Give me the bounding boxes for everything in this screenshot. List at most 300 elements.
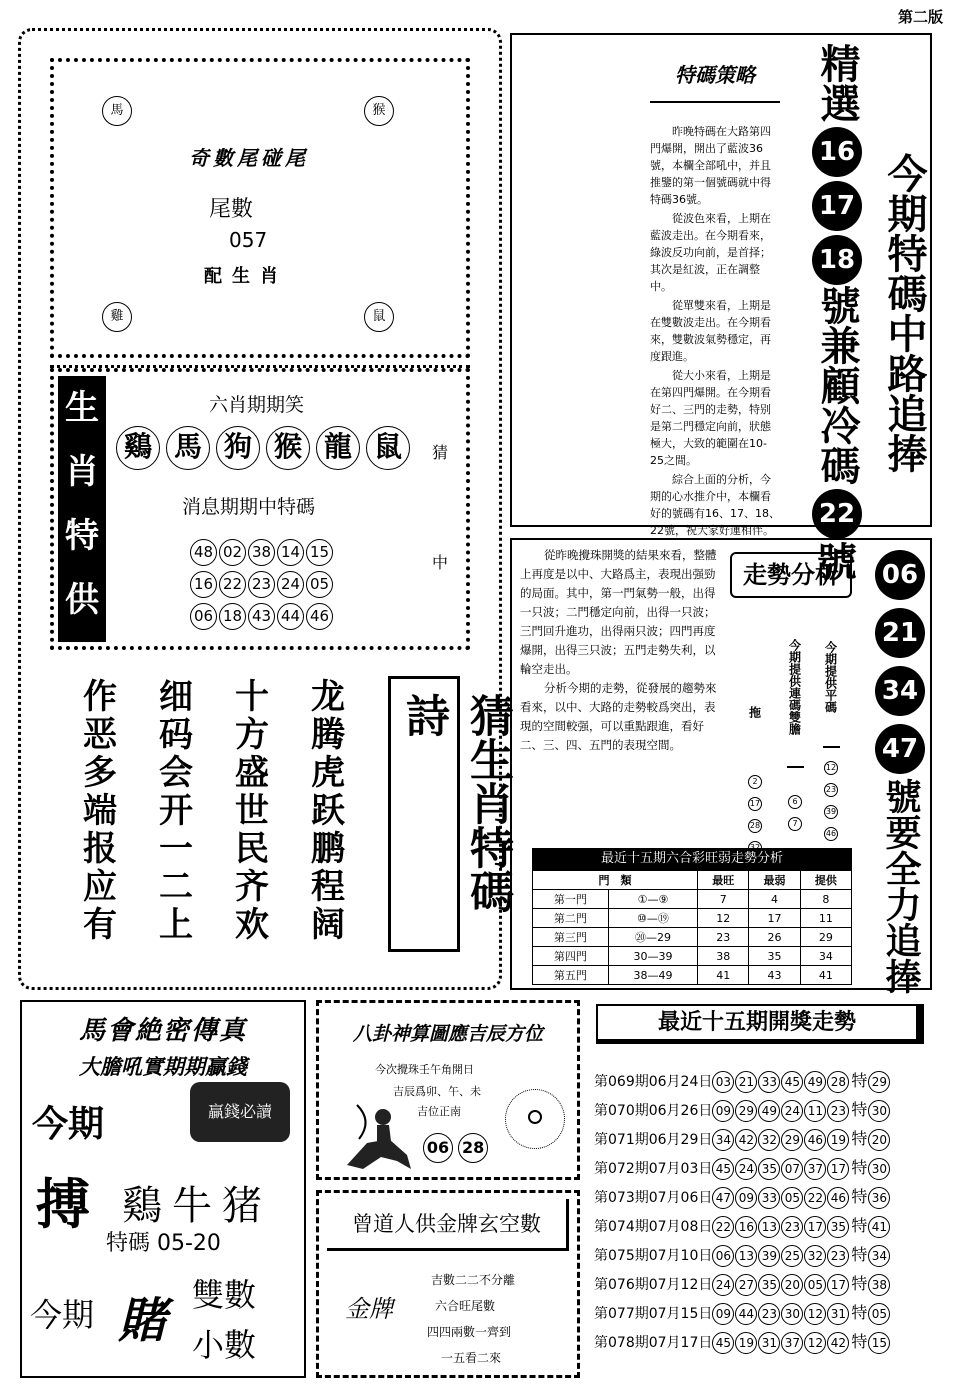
history-num: 42	[827, 1332, 849, 1354]
tail-footer: 配生肖	[204, 266, 288, 287]
picks-label: 號	[817, 540, 857, 586]
horse-fax-panel	[20, 1000, 306, 1378]
number-circle: 16	[190, 571, 217, 598]
corner-rat: 鼠	[364, 302, 394, 332]
td: 38—49	[608, 966, 697, 985]
history-date: 第076期07月12日	[594, 1277, 713, 1293]
history-num: 16	[735, 1216, 757, 1238]
history-num: 25	[781, 1245, 803, 1267]
history-num: 23	[758, 1303, 780, 1325]
side-char: 肖	[65, 452, 99, 492]
poem-char: 细	[159, 677, 193, 717]
history-num: 19	[827, 1129, 849, 1151]
th: 最旺	[698, 871, 749, 890]
poem-char: 会	[159, 753, 193, 793]
corner-monkey: 猴	[364, 96, 394, 126]
poem-char: 一	[159, 829, 193, 869]
poem-char: 恶	[83, 715, 117, 755]
th: 最弱	[749, 871, 800, 890]
strategy-paragraph: 從波色來看，上期在藍波走出。在今期看來，綠波反功向前，是首择；其次是紅波，正在調整中。	[650, 212, 771, 293]
table-row	[533, 966, 852, 985]
history-num: 33	[758, 1071, 780, 1093]
history-te: 特	[851, 1129, 868, 1148]
fax-bo-char: 搏	[36, 1172, 90, 1236]
history-row	[594, 1153, 932, 1182]
zodiac-heading: 六肖期期笑	[209, 394, 305, 416]
poem-char: 龙	[311, 677, 345, 717]
fax-special: 特碼 05-20	[106, 1231, 221, 1256]
strategy-picks-column	[812, 43, 862, 587]
history-num: 29	[735, 1100, 757, 1122]
ping-num: 46	[824, 827, 838, 841]
history-rows	[594, 1066, 932, 1356]
side-char: 供	[65, 580, 99, 620]
history-num: 31	[758, 1332, 780, 1354]
number-circle: 14	[277, 539, 304, 566]
history-special: 38	[868, 1274, 890, 1296]
tuo-num: 17	[748, 797, 762, 811]
history-special: 30	[868, 1158, 890, 1180]
zodiac-animals	[116, 426, 410, 470]
corner-horse: 馬	[102, 96, 132, 126]
history-title: 最近十五期開獎走勢	[657, 1010, 856, 1035]
history-date: 第075期07月10日	[594, 1248, 713, 1264]
archer-icon	[337, 1095, 419, 1175]
bagua-panel	[316, 1000, 580, 1180]
history-num: 09	[735, 1187, 757, 1209]
trend-col-lian	[784, 608, 806, 832]
poem-char: 十	[235, 677, 269, 717]
td: ⑩—⑲	[608, 909, 697, 928]
strategy-article	[650, 123, 780, 539]
number-circle: 38	[248, 539, 275, 566]
td: 7	[698, 890, 749, 909]
tuo-num: 28	[748, 819, 762, 833]
gold-lines	[427, 1267, 515, 1371]
bagua-num: 28	[458, 1133, 488, 1163]
gold-panel	[316, 1190, 580, 1378]
history-date: 第078期07月17日	[594, 1335, 713, 1351]
number-circle: 48	[190, 539, 217, 566]
poem-char: 开	[159, 791, 193, 831]
zodiac-number-grid	[190, 536, 335, 632]
strategy-logo-text: 特碼策略	[675, 63, 755, 87]
history-num: 49	[758, 1100, 780, 1122]
history-row	[594, 1066, 932, 1095]
fax-bet1: 雙數	[192, 1276, 257, 1314]
strategy-paragraph: 綜合上面的分析，今期的心水推介中，本欄看好的號碼有16、17、18、22號，祝大家好運相伴。	[650, 473, 780, 537]
animal-circle: 龍	[316, 426, 360, 470]
ping-list	[820, 754, 842, 842]
history-date: 第074期07月08日	[594, 1219, 713, 1235]
history-num: 22	[712, 1216, 734, 1238]
history-num: 35	[758, 1274, 780, 1296]
history-num: 45	[781, 1071, 803, 1093]
history-te: 特	[851, 1216, 868, 1235]
history-num: 35	[758, 1158, 780, 1180]
table-row	[533, 928, 852, 947]
side-pick-circle: 06	[875, 550, 925, 600]
number-circle: 46	[306, 603, 333, 630]
history-special: 41	[868, 1216, 890, 1238]
poem-char: 报	[83, 829, 117, 869]
history-num: 34	[712, 1129, 734, 1151]
history-title-box	[596, 1004, 924, 1044]
history-date: 第077期07月15日	[594, 1306, 713, 1322]
history-num: 49	[804, 1071, 826, 1093]
corner-rooster: 雞	[102, 302, 132, 332]
bagua-line1: 今次攪珠壬午角開日	[375, 1063, 474, 1076]
td: 41	[800, 966, 851, 985]
poem-col	[232, 678, 272, 944]
history-row	[594, 1269, 932, 1298]
poem-char: 作	[83, 677, 117, 717]
number-row	[190, 536, 335, 568]
bagua-line3: 吉位正南	[417, 1105, 461, 1118]
td: 41	[698, 966, 749, 985]
td: ①—⑨	[608, 890, 697, 909]
cold-pick-circle: 22	[812, 489, 862, 539]
history-num: 33	[758, 1187, 780, 1209]
poem-char: 鹏	[311, 829, 345, 869]
history-num: 27	[735, 1274, 757, 1296]
history-num: 07	[781, 1158, 803, 1180]
archer-figure	[337, 1095, 419, 1175]
history-num: 11	[804, 1100, 826, 1122]
history-special: 34	[868, 1245, 890, 1267]
lian-list	[784, 788, 806, 832]
poem-char: 民	[235, 829, 269, 869]
history-num: 42	[735, 1129, 757, 1151]
edition-label: 第二版	[897, 8, 943, 26]
gold-line: 六合旺尾數	[435, 1299, 496, 1313]
fax-line2: 大膽吼實期期贏錢	[79, 1055, 247, 1079]
history-num: 23	[781, 1216, 803, 1238]
history-num: 39	[758, 1245, 780, 1267]
trend-side-picks	[872, 550, 928, 994]
number-circle: 06	[190, 603, 217, 630]
td: ⑳—29	[608, 928, 697, 947]
td: 38	[698, 947, 749, 966]
gold-line: 吉數二二不分離	[431, 1273, 516, 1287]
tuo-label: 拖	[747, 706, 762, 718]
history-num: 29	[781, 1129, 803, 1151]
history-row	[594, 1327, 932, 1356]
td: 4	[749, 890, 800, 909]
animal-circle: 鷄	[116, 426, 160, 470]
history-num: 32	[758, 1129, 780, 1151]
poem-char: 码	[159, 715, 193, 755]
poem-char: 阔	[311, 905, 345, 945]
animal-circle: 馬	[166, 426, 210, 470]
history-date: 第073期07月06日	[594, 1190, 713, 1206]
history-num: 17	[804, 1216, 826, 1238]
picks-label: 號兼顧冷碼	[814, 285, 860, 485]
history-special: 05	[868, 1303, 890, 1325]
trend-table	[532, 870, 852, 985]
history-row	[594, 1298, 932, 1327]
number-circle: 23	[248, 571, 275, 598]
number-circle: 02	[219, 539, 246, 566]
th: 門 類	[533, 871, 698, 890]
history-date: 第071期06月29日	[594, 1132, 713, 1148]
poem-char: 上	[159, 905, 193, 945]
history-num: 17	[827, 1158, 849, 1180]
number-circle: 43	[248, 603, 275, 630]
history-num: 32	[804, 1245, 826, 1267]
strategy-paragraph: 從單雙來看，上期是在雙數波走出。在今期看來，雙數波氣勢穩定，再度跟進。	[650, 299, 771, 363]
number-row	[190, 568, 335, 600]
history-special: 30	[868, 1100, 890, 1122]
history-num: 23	[827, 1245, 849, 1267]
trend-table-wrap	[532, 848, 852, 985]
history-num: 23	[827, 1100, 849, 1122]
poem-char: 腾	[311, 715, 345, 755]
number-circle: 15	[306, 539, 333, 566]
tail-heading: 奇數尾碰尾	[189, 146, 309, 170]
td: 30—39	[608, 947, 697, 966]
history-num: 12	[804, 1303, 826, 1325]
compass-icon	[505, 1089, 565, 1149]
gold-title-box	[327, 1199, 569, 1251]
trend-logo-text: 走勢分析	[743, 561, 839, 589]
history-num: 37	[781, 1332, 803, 1354]
tail-number-box	[50, 58, 470, 358]
poem-char: 欢	[235, 905, 269, 945]
poem-char: 跃	[311, 791, 345, 831]
tail-number: 057	[229, 228, 268, 252]
td: 第四門	[533, 947, 609, 966]
pick-circle: 18	[812, 235, 862, 285]
history-date: 第072期07月03日	[594, 1161, 713, 1177]
table-row	[533, 947, 852, 966]
history-te: 特	[851, 1158, 868, 1177]
history-num: 30	[781, 1303, 803, 1325]
history-num: 20	[781, 1274, 803, 1296]
poem-char: 应	[83, 867, 117, 907]
picks-label: 精選	[814, 43, 860, 123]
poem-char: 程	[311, 867, 345, 907]
history-num: 21	[735, 1071, 757, 1093]
history-num: 46	[804, 1129, 826, 1151]
trend-paragraph: 從昨晚攪珠開獎的結果來看，整體上再度是以中、大路爲主，表現出强勁的局面。其中，第一門氣勢一般，出得一只波；二門穩定向前，出得一只波；三門回升進功，出得兩只波；四門再度爆開，出得三只波；五門走勢失利，以輪空走出。	[520, 548, 717, 676]
trend-panel	[510, 538, 932, 994]
td: 26	[749, 928, 800, 947]
history-num: 45	[712, 1332, 734, 1354]
poem-char: 多	[83, 753, 117, 793]
gold-line: 一五看二來	[441, 1351, 502, 1365]
zodiac-side-title	[58, 376, 106, 642]
trend-article	[520, 546, 720, 755]
number-circle: 24	[277, 571, 304, 598]
trend-logo	[730, 552, 852, 598]
side-mark-hit: 中	[432, 553, 449, 572]
animal-circle: 鼠	[366, 426, 410, 470]
poem-char: 盛	[235, 753, 269, 793]
td: 23	[698, 928, 749, 947]
history-te: 特	[851, 1100, 868, 1119]
side-pick-circle: 21	[875, 608, 925, 658]
history-special: 29	[868, 1071, 890, 1093]
history-row	[594, 1240, 932, 1269]
history-num: 12	[804, 1332, 826, 1354]
history-num: 13	[758, 1216, 780, 1238]
history-row	[594, 1124, 932, 1153]
gold-title: 曾道人供金牌玄空數	[352, 1212, 541, 1236]
history-num: 31	[827, 1303, 849, 1325]
td: 35	[749, 947, 800, 966]
history-te: 特	[851, 1332, 868, 1351]
history-te: 特	[851, 1187, 868, 1206]
strategy-side-title: 今期特碼中路追捧	[881, 153, 927, 473]
td: 第三門	[533, 928, 609, 947]
th: 提供	[800, 871, 851, 890]
td: 12	[698, 909, 749, 928]
td: 第五門	[533, 966, 609, 985]
pick-circle: 16	[812, 127, 862, 177]
history-date: 第070期06月26日	[594, 1103, 713, 1119]
poem-col	[80, 678, 120, 944]
history-te: 特	[851, 1303, 868, 1322]
fax-line1: 馬會絶密傳真	[78, 1016, 247, 1046]
trend-table-title: 最近十五期六合彩旺弱走勢分析	[532, 848, 852, 870]
poem-char: 世	[235, 791, 269, 831]
tail-label: 尾數	[209, 197, 254, 222]
bagua-line2: 吉辰爲卯、午、未	[393, 1085, 481, 1098]
strategy-logo	[650, 45, 780, 103]
fax-stamp	[190, 1082, 290, 1142]
history-num: 24	[735, 1158, 757, 1180]
td: 34	[800, 947, 851, 966]
history-panel	[592, 1004, 932, 1380]
td: 43	[749, 966, 800, 985]
ping-label: 今期提供平碼	[823, 608, 840, 748]
gold-line: 四四兩數一齊到	[427, 1325, 512, 1339]
poem-col	[308, 678, 348, 944]
poem-char: 有	[83, 905, 117, 945]
poem-title: 猜生肖特碼詩	[398, 693, 513, 913]
history-num: 28	[827, 1071, 849, 1093]
history-num: 09	[712, 1100, 734, 1122]
history-num: 19	[735, 1332, 757, 1354]
ping-num: 12	[824, 761, 838, 775]
history-special: 20	[868, 1129, 890, 1151]
fax-bet2: 小數	[192, 1326, 257, 1364]
history-te: 特	[851, 1245, 868, 1264]
history-te: 特	[851, 1071, 868, 1090]
td: 第一門	[533, 890, 609, 909]
history-num: 05	[781, 1187, 803, 1209]
history-num: 03	[712, 1071, 734, 1093]
poem-title-box	[388, 676, 513, 952]
table-header	[533, 871, 852, 890]
gold-signature: 金牌	[345, 1295, 393, 1323]
history-num: 05	[804, 1274, 826, 1296]
tuo-num: 2	[748, 775, 762, 789]
side-char: 生	[65, 388, 99, 428]
history-num: 46	[827, 1187, 849, 1209]
poem-col	[156, 678, 196, 944]
strategy-paragraph: 昨晚特碼在大路第四門爆開，開出了藍波36號，本欄全部吼中，并且推鑒的第一個號碼就中得特碼36號。	[650, 125, 771, 206]
history-te: 特	[851, 1274, 868, 1293]
fax-du-char: 賭	[118, 1293, 167, 1349]
history-num: 35	[827, 1216, 849, 1238]
ping-num: 39	[824, 805, 838, 819]
poem-char: 端	[83, 791, 117, 831]
fax-today1: 今期	[32, 1104, 105, 1145]
bagua-num: 06	[423, 1133, 453, 1163]
poem-char: 方	[235, 715, 269, 755]
ping-num: 23	[824, 783, 838, 797]
animal-circle: 狗	[216, 426, 260, 470]
history-num: 47	[712, 1187, 734, 1209]
history-num: 13	[735, 1245, 757, 1267]
side-pick-circle: 47	[875, 724, 925, 774]
table-row	[533, 909, 852, 928]
side-pick-circle: 34	[875, 666, 925, 716]
history-special: 15	[868, 1332, 890, 1354]
poem-char: 齐	[235, 867, 269, 907]
animal-circle: 猴	[266, 426, 310, 470]
lian-label: 今期提供連碼雙膽	[787, 608, 804, 768]
strategy-paragraph: 從大小來看，上期是在第四門爆開。在今期看好二、三門的走勢，特别是第二門穩定向前，狀態極大，大致的範圍在10-25之間。	[650, 369, 771, 467]
history-num: 44	[735, 1303, 757, 1325]
side-mark-guess: 猜	[432, 443, 449, 462]
history-date: 第069期06月24日	[594, 1074, 713, 1090]
history-num: 17	[827, 1274, 849, 1296]
trend-paragraph: 分析今期的走勢，從發展的趨勢來看來，以中、大路的走勢較爲突出，表現的空間較强，可以重點跟進，看好二、三、四、五門的表現空間。	[520, 681, 717, 752]
history-num: 09	[712, 1303, 734, 1325]
history-num: 24	[781, 1100, 803, 1122]
history-num: 22	[804, 1187, 826, 1209]
table-row	[533, 890, 852, 909]
number-circle: 22	[219, 571, 246, 598]
number-circle: 18	[219, 603, 246, 630]
lian-num: 7	[788, 817, 802, 831]
trend-col-ping	[820, 608, 842, 842]
bagua-nums	[423, 1133, 488, 1163]
td: 11	[800, 909, 851, 928]
pick-circle: 17	[812, 181, 862, 231]
td: 8	[800, 890, 851, 909]
history-row	[594, 1095, 932, 1124]
lian-num: 6	[788, 795, 802, 809]
history-num: 45	[712, 1158, 734, 1180]
side-char: 特	[65, 516, 99, 556]
poem-char: 虎	[311, 753, 345, 793]
stamp-text: 贏錢必讀	[207, 1102, 272, 1121]
poem-char: 二	[159, 867, 193, 907]
fax-bo-animals: 鷄牛猪	[122, 1183, 272, 1229]
td: 第二門	[533, 909, 609, 928]
number-row	[190, 600, 335, 632]
history-num: 37	[804, 1158, 826, 1180]
history-row	[594, 1211, 932, 1240]
history-num: 24	[712, 1274, 734, 1296]
trend-col-tuo	[744, 700, 766, 856]
history-rows-container	[594, 1066, 932, 1356]
number-circle: 05	[306, 571, 333, 598]
fax-today2: 今期	[30, 1296, 95, 1334]
zodiac-special-box	[50, 368, 470, 650]
zodiac-subheading: 消息期期中特碼	[182, 496, 316, 518]
tuo-list	[744, 768, 766, 856]
bagua-title: 八卦神算圖應吉辰方位	[352, 1023, 543, 1045]
history-special: 36	[868, 1187, 890, 1209]
number-circle: 44	[277, 603, 304, 630]
history-num: 06	[712, 1245, 734, 1267]
td: 29	[800, 928, 851, 947]
